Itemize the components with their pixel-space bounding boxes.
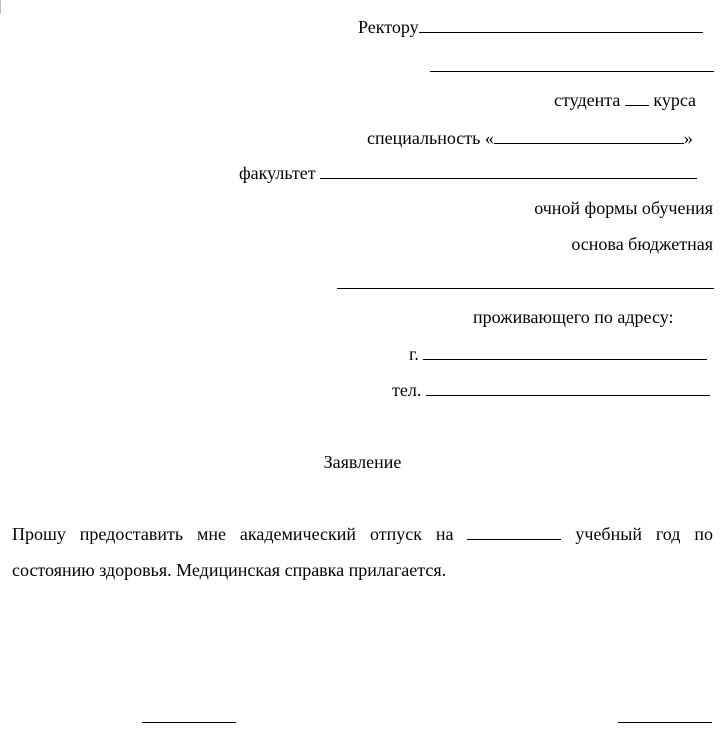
course-blank — [625, 89, 649, 106]
specialty-label: специальность « — [367, 128, 494, 148]
faculty-label: факультет — [239, 163, 316, 183]
city-line — [409, 343, 707, 363]
phone-blank — [426, 379, 710, 396]
city-label: г. — [409, 344, 419, 364]
statement-part-1: Прошу предоставить мне академический отпуск на — [12, 524, 454, 544]
phone-line — [392, 379, 710, 399]
student-label: студента — [554, 90, 621, 110]
date-blank — [142, 722, 236, 723]
address-label: проживающего по адресу: — [473, 307, 674, 327]
rector-second-blank — [430, 71, 714, 72]
signature-blank — [618, 722, 712, 723]
city-blank — [423, 343, 707, 360]
specialty-blank — [494, 127, 684, 144]
faculty-blank — [320, 162, 697, 179]
rector-label: Ректору — [358, 17, 419, 37]
rector-line — [358, 16, 703, 36]
statement-body — [12, 516, 713, 588]
specialty-line — [367, 127, 693, 147]
study-basis: основа бюджетная — [571, 234, 713, 254]
phone-label: тел. — [392, 380, 422, 400]
specialty-close: » — [683, 128, 693, 148]
course-label: курса — [653, 90, 697, 110]
student-course-line — [554, 89, 696, 109]
study-form: очной формы обучения — [534, 198, 713, 218]
extra-blank-line — [337, 288, 714, 289]
academic-year-blank — [467, 523, 561, 540]
statement-part-2: учебный год по состоянию здоровья. Медицинская справка прилагается. — [12, 524, 714, 580]
faculty-line — [239, 162, 697, 182]
document-title: Заявление — [323, 452, 402, 472]
page-corner-mark — [0, 0, 1, 14]
rector-name-blank — [419, 16, 703, 33]
